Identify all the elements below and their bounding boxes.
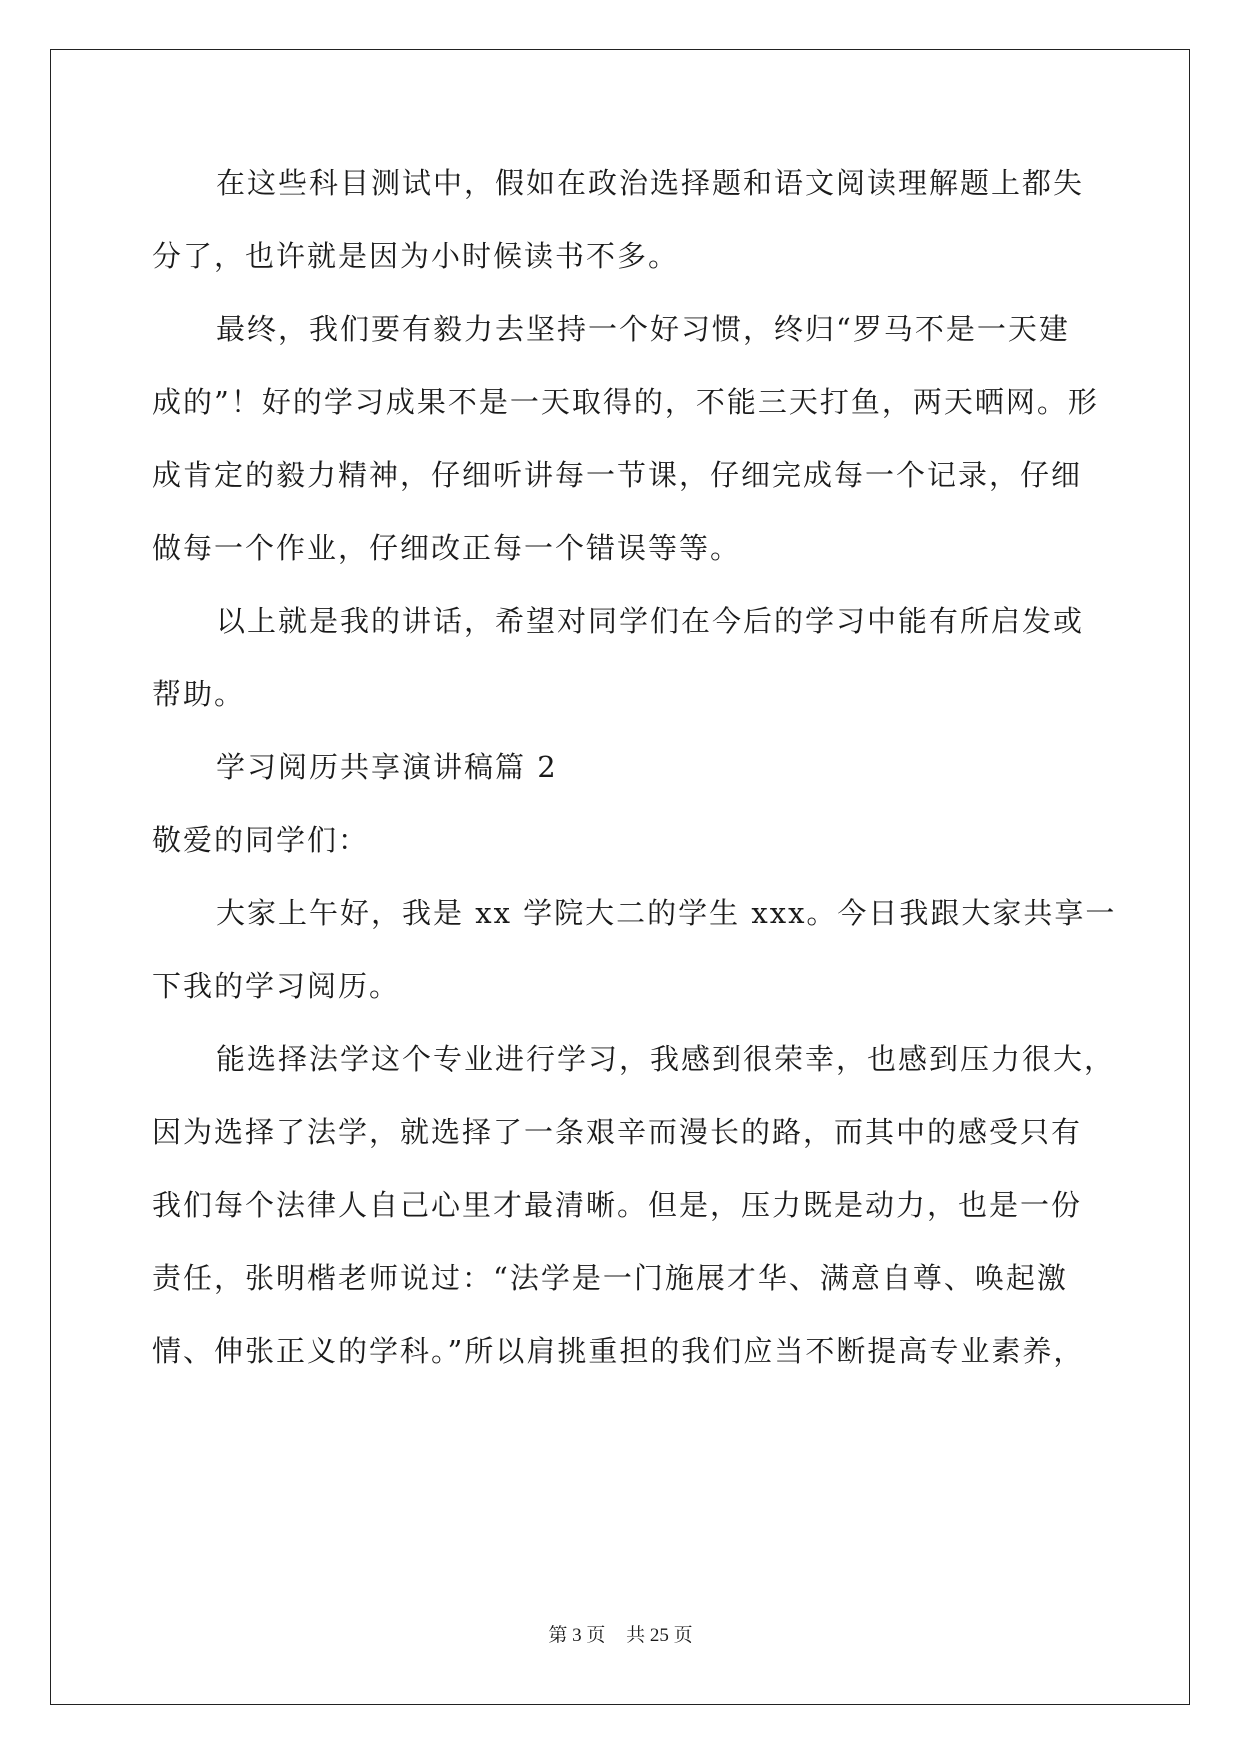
page-number: 第 3 页 (548, 1625, 606, 1646)
text-line-12: 下我的学习阅历。 (152, 969, 401, 1003)
text-line-1: 在这些科目测试中，假如在政治选择题和语文阅读理解题上都失 (216, 166, 1085, 200)
page-footer (0, 1620, 1241, 1647)
section-heading: 学习阅历共享演讲稿篇 2 (216, 750, 558, 784)
text-line-17: 情、伸张正义的学科。”所以肩挑重担的我们应当不断提高专业素养， (152, 1334, 1085, 1368)
salutation: 敬爱的同学们： (152, 823, 370, 857)
page-total: 共 25 页 (626, 1625, 693, 1646)
text-line-4: 成的”！好的学习成果不是一天取得的，不能三天打鱼，两天晒网。形 (152, 385, 1099, 419)
text-line-5: 成肯定的毅力精神，仔细听讲每一节课，仔细完成每一个记录，仔细 (152, 458, 1083, 492)
text-line-6: 做每一个作业，仔细改正每一个错误等等。 (152, 531, 742, 565)
text-line-14: 因为选择了法学，就选择了一条艰辛而漫长的路，而其中的感受只有 (152, 1115, 1083, 1149)
text-line-16: 责任，张明楷老师说过：“法学是一门施展才华、满意自尊、唤起激 (152, 1261, 1068, 1295)
text-line-7: 以上就是我的讲话，希望对同学们在今后的学习中能有所启发或 (216, 604, 1085, 638)
text-line-3: 最终，我们要有毅力去坚持一个好习惯，终归“罗马不是一天建 (216, 312, 1070, 346)
text-line-8: 帮助。 (152, 677, 246, 711)
text-line-2: 分了，也许就是因为小时候读书不多。 (152, 239, 680, 273)
text-line-11: 大家上午好，我是 xx 学院大二的学生 xxx。今日我跟大家共享一 (216, 896, 1117, 930)
text-line-15: 我们每个法律人自己心里才最清晰。但是，压力既是动力，也是一份 (152, 1188, 1083, 1222)
page-border (50, 49, 1190, 1705)
text-line-13: 能选择法学这个专业进行学习，我感到很荣幸，也感到压力很大， (216, 1042, 1116, 1076)
